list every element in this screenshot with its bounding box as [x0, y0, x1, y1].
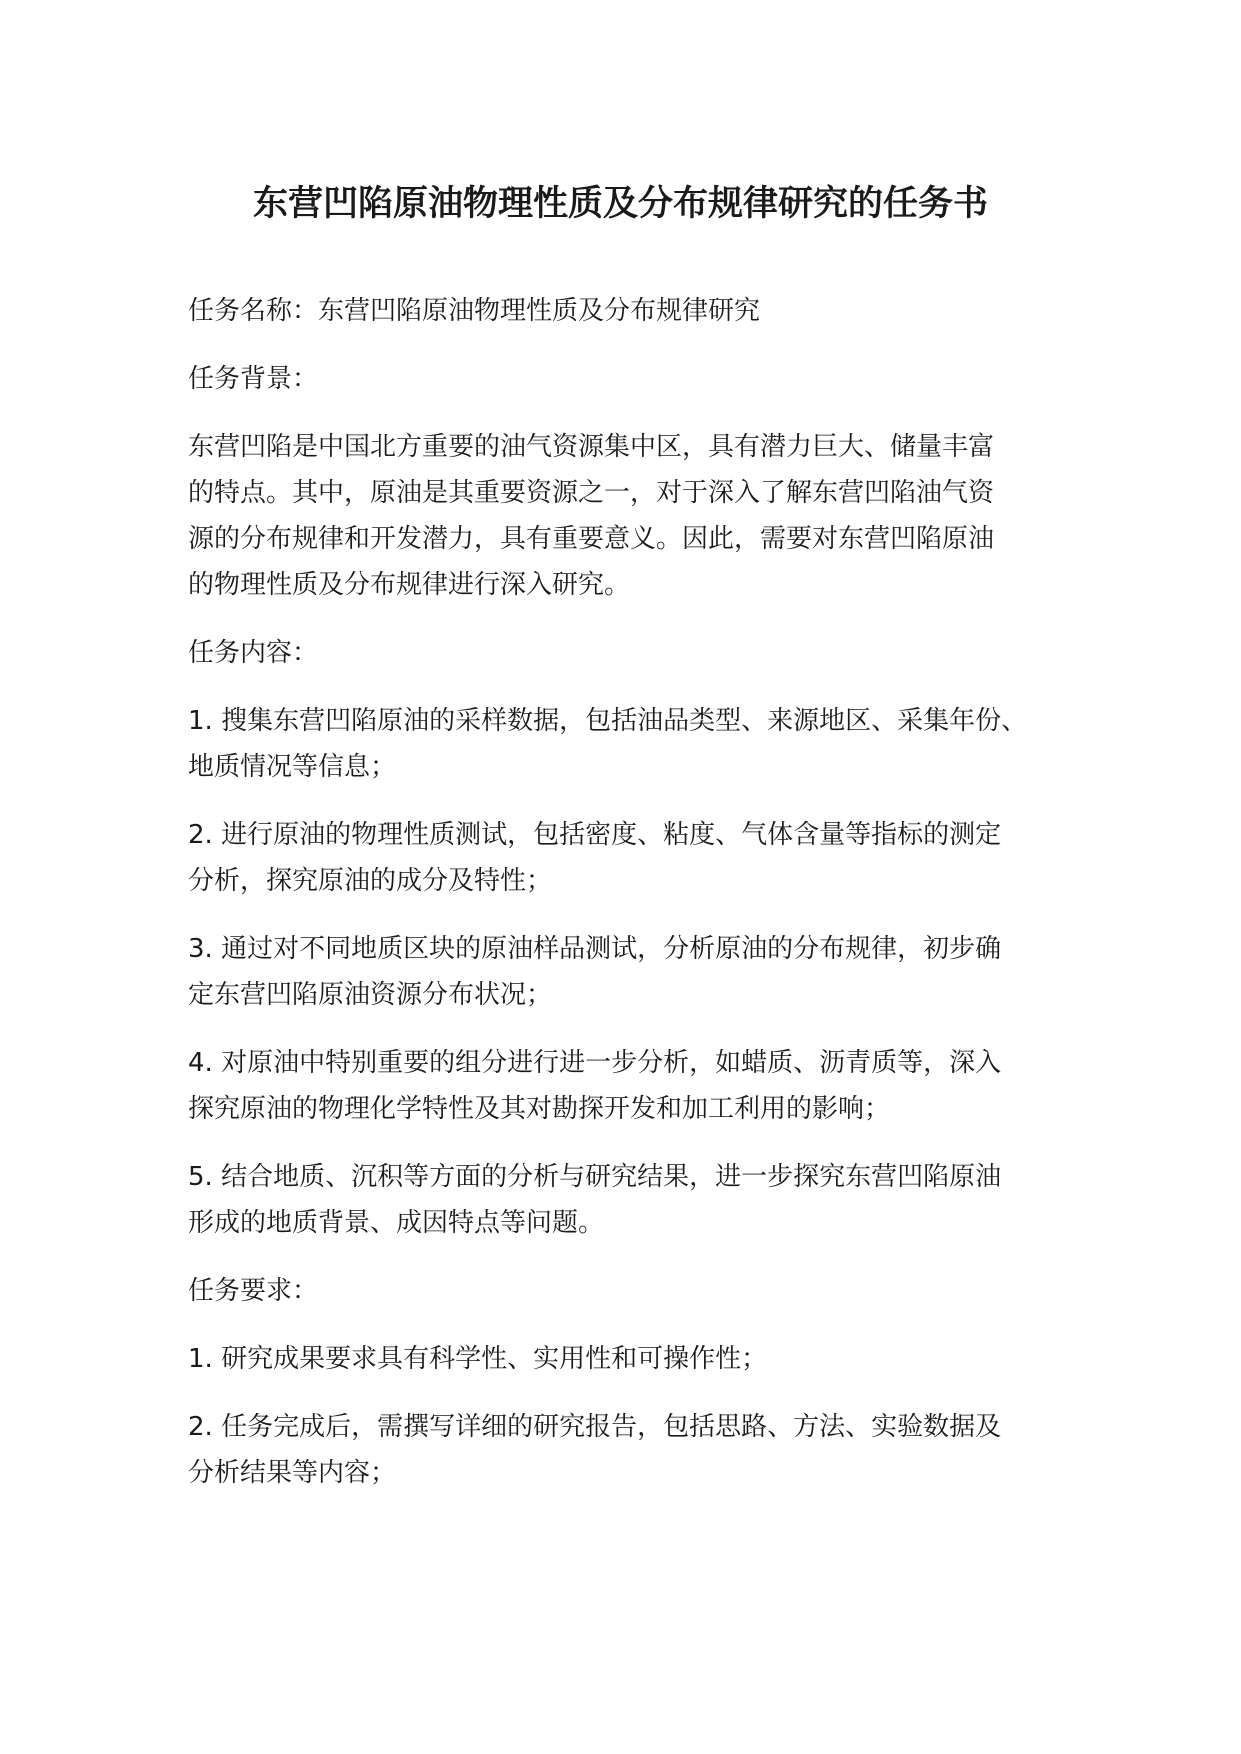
paragraph-line: 分析结果等内容；	[188, 1458, 397, 1488]
background-paragraph	[188, 424, 1088, 608]
paragraph-line: 地质情况等信息；	[188, 752, 397, 782]
paragraph-line: 任务背景：	[188, 364, 319, 394]
paragraph-line: 4. 对原油中特别重要的组分进行进一步分析，如蜡质、沥青质等，深入	[188, 1048, 1002, 1078]
content-item-2	[188, 812, 1088, 904]
paragraph-line: 的物理性质及分布规律进行深入研究。	[188, 570, 631, 600]
requirement-item-1	[188, 1336, 1088, 1382]
paragraph-line: 探究原油的物理化学特性及其对勘探开发和加工利用的影响；	[188, 1094, 891, 1124]
paragraph-line: 分析，探究原油的成分及特性；	[188, 866, 553, 896]
content-item-3	[188, 926, 1088, 1018]
paragraph-line: 2. 进行原油的物理性质测试，包括密度、粘度、气体含量等指标的测定	[188, 820, 1002, 850]
paragraph-line: 1. 搜集东营凹陷原油的采样数据，包括油品类型、来源地区、采集年份、	[188, 706, 1028, 736]
content-item-5	[188, 1154, 1088, 1246]
requirements-heading	[188, 1268, 1088, 1314]
paragraph-line: 任务名称：东营凹陷原油物理性质及分布规律研究	[188, 296, 761, 326]
paragraph-line: 形成的地质背景、成因特点等问题。	[188, 1208, 605, 1238]
task-name-paragraph	[188, 288, 1088, 334]
background-heading	[188, 356, 1088, 402]
content-item-1	[188, 698, 1088, 790]
paragraph-line: 任务内容：	[188, 638, 319, 668]
requirement-item-2	[188, 1404, 1088, 1496]
document-title: 东营凹陷原油物理性质及分布规律研究的任务书	[252, 184, 988, 224]
paragraph-line: 5. 结合地质、沉积等方面的分析与研究结果，进一步探究东营凹陷原油	[188, 1162, 1002, 1192]
paragraph-line: 任务要求：	[188, 1276, 319, 1306]
paragraph-line: 定东营凹陷原油资源分布状况；	[188, 980, 553, 1010]
document-body	[188, 288, 1088, 1518]
paragraph-line: 1. 研究成果要求具有科学性、实用性和可操作性；	[188, 1344, 768, 1374]
paragraph-line: 源的分布规律和开发潜力，具有重要意义。因此，需要对东营凹陷原油	[188, 524, 995, 554]
paragraph-line: 2. 任务完成后，需撰写详细的研究报告，包括思路、方法、实验数据及	[188, 1412, 1002, 1442]
content-item-4	[188, 1040, 1088, 1132]
paragraph-line: 3. 通过对不同地质区块的原油样品测试，分析原油的分布规律，初步确	[188, 934, 1002, 964]
paragraph-line: 东营凹陷是中国北方重要的油气资源集中区，具有潜力巨大、储量丰富	[188, 432, 995, 462]
paragraph-line: 的特点。其中，原油是其重要资源之一，对于深入了解东营凹陷油气资	[188, 478, 995, 508]
content-heading	[188, 630, 1088, 676]
